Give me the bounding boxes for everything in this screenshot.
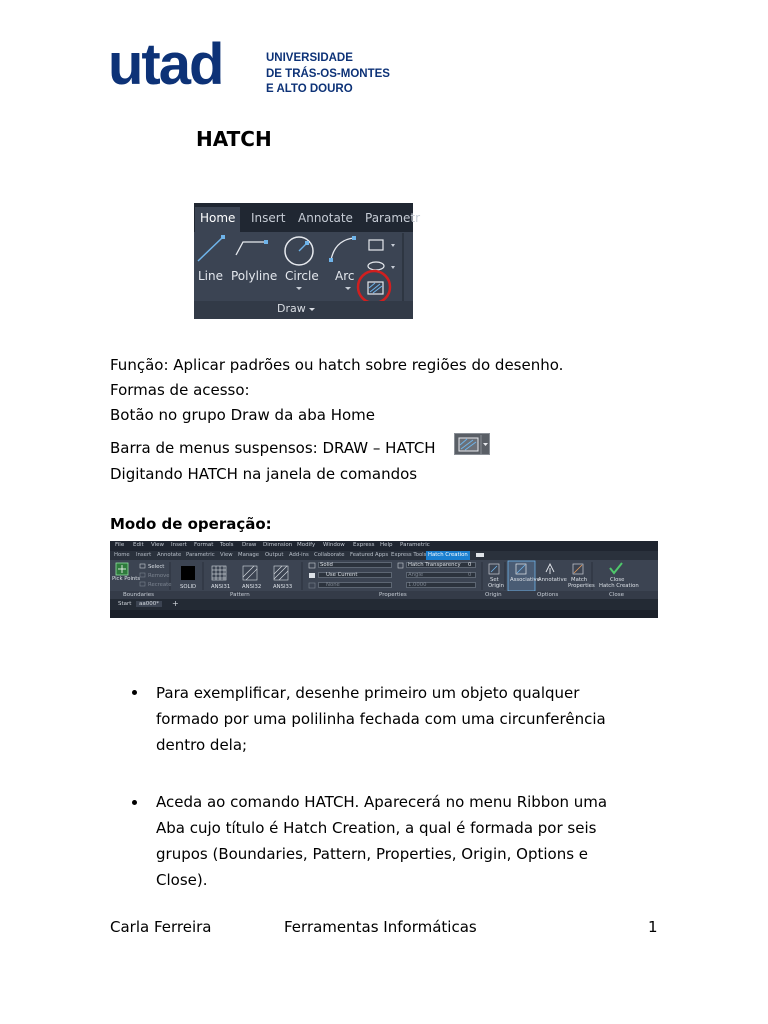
group-origin[interactable]: Origin [485, 592, 502, 598]
close-hatch-button[interactable]: Close [610, 577, 625, 583]
tab-home[interactable]: Home [195, 207, 240, 232]
set-origin-button[interactable]: Set [490, 577, 499, 583]
line-button[interactable]: Line [198, 269, 224, 283]
logo-university-name [266, 51, 390, 98]
chevron-down-icon [194, 301, 413, 319]
menu-express[interactable]: Express [353, 542, 375, 548]
match-properties-button[interactable]: Match [571, 577, 588, 583]
recreate-button[interactable]: Recreate [148, 582, 172, 588]
tab-output[interactable]: Output [265, 552, 284, 558]
transparency-value: 0 [468, 562, 472, 568]
pattern-ansi32[interactable]: ANSI32 [242, 584, 262, 590]
new-tab-plus-icon[interactable]: + [172, 599, 179, 608]
bullet-line: Para exemplificar, desenhe primeiro um objeto qualquer [156, 684, 580, 702]
tab-add-ins[interactable]: Add-ins [289, 552, 309, 558]
menu-edit[interactable]: Edit [133, 542, 144, 548]
bullet-item [156, 789, 656, 893]
bullet-marker [132, 690, 137, 695]
ribbon-home-screenshot [194, 203, 421, 319]
menu-bar [110, 541, 658, 551]
bullet-line: Close). [156, 871, 208, 889]
bullet-line: grupos (Boundaries, Pattern, Properties, Origin, Options e [156, 845, 589, 863]
pattern-ansi31[interactable]: ANSI31 [211, 584, 231, 590]
tab-annotate[interactable]: Annotate [298, 211, 353, 225]
menu-insert[interactable]: Insert [171, 542, 187, 548]
drawing-canvas [110, 610, 658, 618]
group-properties[interactable]: Properties [379, 592, 407, 598]
ribbon-tab-bar [110, 551, 658, 560]
close-hatch-label: Hatch Creation [599, 583, 639, 589]
function-text: Função: Aplicar padrões ou hatch sobre regiões do desenho. [110, 356, 564, 374]
menu-window[interactable]: Window [323, 542, 345, 548]
background-color-value: None [326, 582, 340, 588]
access-menu-text: Barra de menus suspensos: DRAW – HATCH [110, 439, 436, 457]
logo-line-2: DE TRÁS-OS-MONTES [266, 67, 390, 80]
access-heading: Formas de acesso: [110, 381, 250, 399]
tab-parametric[interactable]: Parametr [365, 211, 421, 225]
panel-toggle-icon[interactable] [476, 553, 484, 557]
logo-line-1: UNIVERSIDADE [266, 52, 353, 64]
bullet-line: Aceda ao comando HATCH. Aparecerá no menu Ribbon uma [156, 793, 608, 811]
footer-author: Carla Ferreira [110, 918, 212, 936]
annotative-button[interactable]: Annotative [538, 577, 567, 583]
utad-logo [108, 32, 408, 100]
match-properties-label: Properties [568, 583, 595, 589]
file-tab-drawing[interactable]: aa000* [136, 601, 162, 607]
tab-view[interactable]: View [220, 552, 233, 558]
hatch-type-value: Solid [320, 562, 333, 568]
logo-line-3: E ALTO DOURO [266, 83, 353, 95]
tab-express-tools[interactable]: Express Tools [391, 552, 427, 558]
access-command-text: Digitando HATCH na janela de comandos [110, 465, 418, 483]
hatch-color-value: Use Current [326, 572, 358, 578]
draw-group-label: Draw [277, 302, 306, 315]
page-title: HATCH [196, 127, 272, 151]
group-options[interactable]: Options [537, 592, 559, 598]
angle-label: Angle [408, 572, 424, 578]
bullet-line: formado por uma polilinha fechada com uma circunferência [156, 710, 606, 728]
arc-button[interactable]: Arc [335, 269, 355, 283]
footer-subject: Ferramentas Informáticas [284, 918, 477, 936]
logo-wordmark: utad [108, 32, 223, 97]
scale-value: 1.0000 [408, 582, 427, 588]
transparency-label: Hatch Transparency [408, 562, 461, 568]
tab-insert[interactable]: Insert [251, 211, 286, 225]
menu-tools[interactable]: Tools [220, 542, 234, 548]
tab-insert[interactable]: Insert [136, 552, 152, 558]
tab-hatch-creation[interactable]: Hatch Creation [428, 552, 468, 558]
hatch-icon [454, 433, 490, 455]
group-pattern: Pattern [230, 592, 250, 598]
menu-file[interactable]: File [115, 542, 125, 548]
group-close: Close [609, 592, 624, 598]
bullet-item [156, 680, 656, 758]
menu-format[interactable]: Format [194, 542, 214, 548]
bullet-line: Aba cujo título é Hatch Creation, a qual é formada por seis [156, 819, 597, 837]
menu-view[interactable]: View [151, 542, 165, 548]
tab-featured-apps[interactable]: Featured Apps [350, 552, 389, 558]
bullet-line: dentro dela; [156, 736, 248, 754]
select-button[interactable]: Select [148, 564, 165, 570]
tab-manage[interactable]: Manage [238, 552, 260, 558]
page-number: 1 [648, 918, 658, 936]
set-origin-label: Origin [488, 583, 505, 589]
circle-button[interactable]: Circle [285, 269, 319, 283]
tab-home[interactable]: Home [114, 552, 130, 558]
pattern-solid[interactable]: SOLID [180, 584, 197, 590]
group-boundaries[interactable]: Boundaries [123, 592, 155, 598]
file-tab-bar [110, 599, 658, 610]
menu-help[interactable]: Help [380, 542, 393, 548]
tab-parametric[interactable]: Parametric [186, 552, 215, 558]
draw-group-footer[interactable] [194, 301, 413, 319]
bullet-marker [132, 800, 137, 805]
associative-button[interactable]: Associative [510, 577, 540, 583]
menu-parametric[interactable]: Parametric [400, 542, 430, 548]
menu-modify[interactable]: Modify [297, 542, 316, 548]
polyline-button[interactable]: Polyline [231, 269, 278, 283]
ribbon-hatch-creation-screenshot [110, 541, 658, 618]
pattern-ansi33[interactable]: ANSI33 [273, 584, 293, 590]
access-button-text: Botão no grupo Draw da aba Home [110, 406, 375, 424]
tab-collaborate[interactable]: Collaborate [314, 552, 345, 558]
file-tab-start[interactable]: Start [118, 601, 132, 607]
angle-value: 0 [468, 572, 472, 578]
remove-button[interactable]: Remove [148, 573, 170, 579]
menu-draw[interactable]: Draw [242, 542, 257, 548]
menu-dimension[interactable]: Dimension [263, 542, 293, 548]
tab-annotate[interactable]: Annotate [157, 552, 182, 558]
pick-points-button[interactable]: Pick Points [112, 576, 141, 582]
section-heading: Modo de operação: [110, 515, 272, 533]
